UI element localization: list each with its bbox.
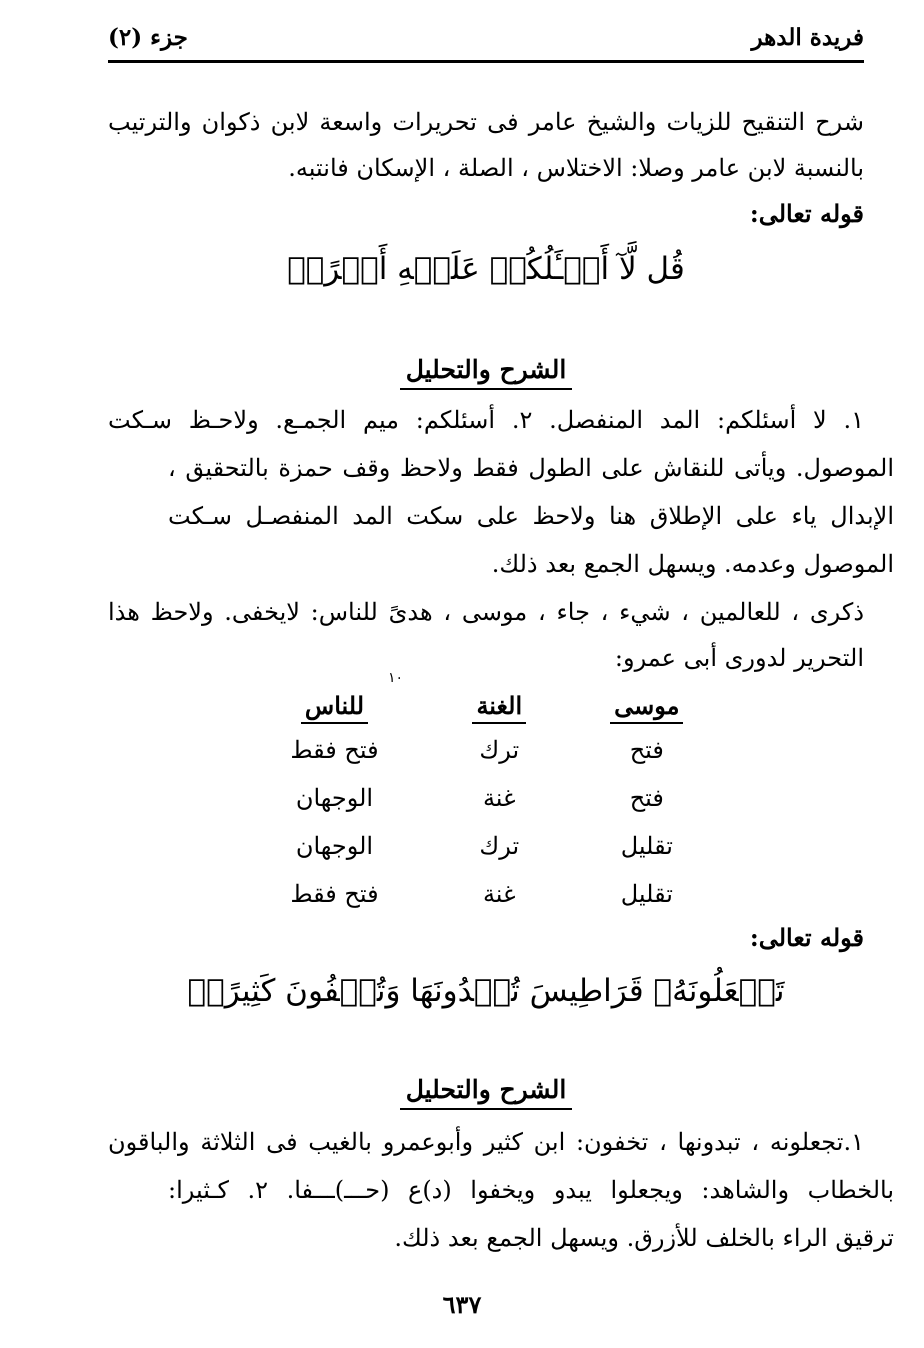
table-header-cell: الغنة [437, 684, 562, 726]
explanation-2-line-3: ترقيق الراء بالخلف للأزرق. ويسهل الجمع بعد ذلك. [394, 1224, 894, 1252]
explanation-1-line-2: الموصول. ويأتى للنقاش على الطول فقط ولاحظ وقف حمزة بالتحقيق ، [168, 454, 894, 482]
table-row [232, 870, 732, 918]
qawluhu-label-2: قوله تعالى: [749, 923, 864, 952]
explanation-1-line-3: الإبدال ياء على الإطلاق هنا ولاحظ على سكت المد المنفصـل سـكت [168, 502, 894, 530]
readings-table [232, 684, 732, 918]
table-cell: تقليل [620, 880, 673, 908]
table-cell: الوجهان [295, 784, 374, 812]
table-header-cell: موسى [562, 684, 732, 726]
table-cell: تقليل [620, 832, 673, 860]
footnote-marker: ١٠ [388, 670, 404, 686]
table-cell: فتح [629, 736, 664, 764]
table-cell: ترك [479, 736, 520, 764]
explanation-2-line-1: ١.تجعلونه ، تبدونها ، تخفون: ابن كثير وأبوعمرو بالغيب فى الثلاثة والباقون [108, 1128, 864, 1156]
intro-line-2: بالنسبة لابن عامر وصلا: الاختلاس ، الصلة ، الإسكان فانتبه. [288, 154, 864, 182]
section-heading-1 [108, 352, 864, 388]
header-rule [108, 60, 864, 63]
table-cell: الوجهان [295, 832, 374, 860]
part-number: جزء (٢) [108, 24, 188, 51]
page-header [108, 24, 864, 60]
explanation-1-line-4: الموصول وعدمه. ويسهل الجمع بعد ذلك. [491, 550, 894, 578]
table-cell: فتح فقط [290, 880, 379, 908]
section-heading-1-text: الشرح والتحليل [400, 355, 573, 390]
quran-verse-1: قُل لَّآ أَسۡـَٔلُكُمۡ عَلَيۡهِ أَجۡرًاۖ [287, 251, 685, 287]
table-cell: غنة [482, 784, 516, 812]
explanation-1-line-1: ١. لا أسئلكم: المد المنفصل. ٢. أسئلكم: ميم الجمـع. ولاحـظ سـكت [108, 406, 864, 434]
table-header-cell: للناس [232, 684, 437, 726]
intro-line-1: شرح التنقيح للزيات والشيخ عامر فى تحريرات واسعة لابن ذكوان والترتيب [108, 108, 865, 136]
table-row [232, 726, 732, 774]
book-title: فريدة الدهر [751, 24, 864, 51]
explanation-2-line-2: بالخطاب والشاهد: ويجعلوا يبدو ويخفوا (د)ع (حـــ)ـــفا. ٢. كـثيرا: [168, 1176, 895, 1204]
page-number: ٦٣٧ [442, 1290, 482, 1319]
table-cell: فتح فقط [290, 736, 379, 764]
table-cell: فتح [629, 784, 664, 812]
table-cell: غنة [482, 880, 516, 908]
table-cell: ترك [479, 832, 520, 860]
quran-verse-2: تَجۡعَلُونَهُۥ قَرَاطِيسَ تُبۡدُونَهَا وَتُخۡفُونَ كَثِيرًاۖ [187, 973, 785, 1009]
note-line-2: التحرير لدورى أبى عمرو: [614, 644, 864, 672]
section-heading-2 [108, 1072, 864, 1108]
table-row [232, 774, 732, 822]
section-heading-2-text: الشرح والتحليل [400, 1075, 573, 1110]
table-row [232, 822, 732, 870]
qawluhu-label-1: قوله تعالى: [749, 199, 864, 228]
note-line-1: ذكرى ، للعالمين ، شيء ، جاء ، موسى ، هدىً للناس: لايخفى. ولاحظ هذا [108, 598, 864, 626]
table-header-row [232, 684, 732, 726]
